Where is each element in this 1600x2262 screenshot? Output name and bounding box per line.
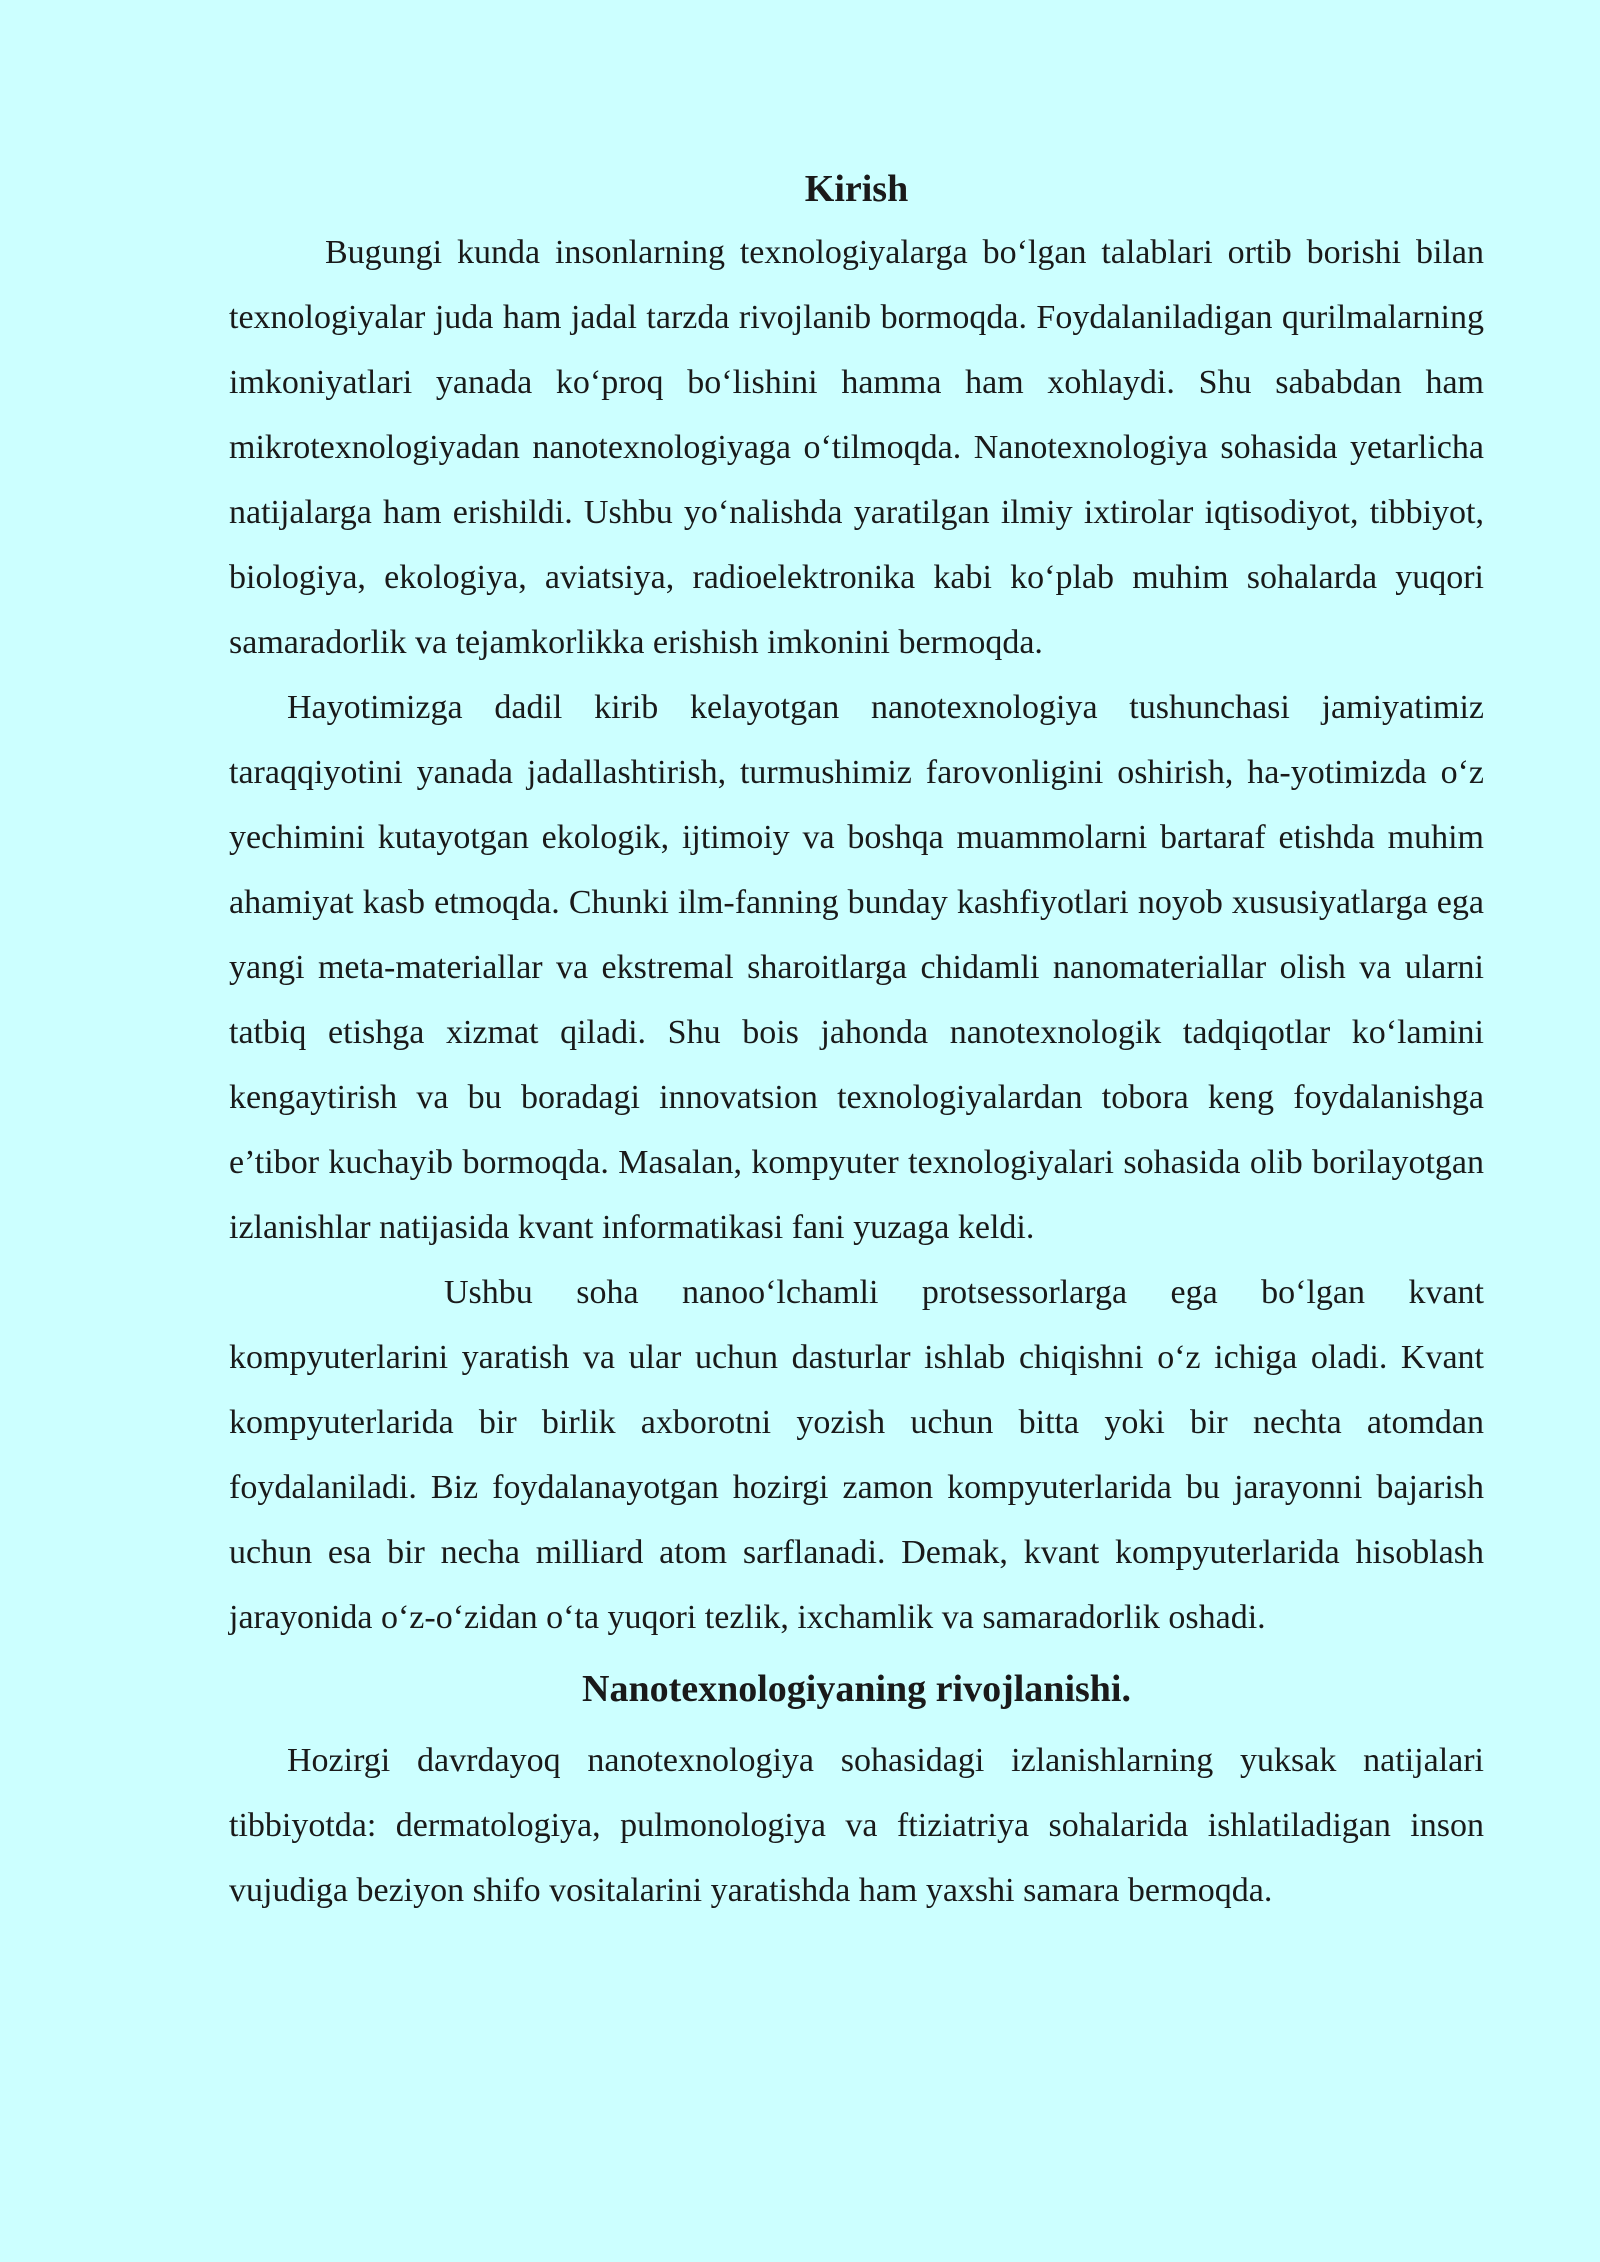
paragraph-nanotech-concept: Hayotimizga dadil kirib kelayotgan nanotexnologiya tushunchasi jamiyatimiz taraqqiyotini yanada jadallashtirish, turmushimiz farovonligini oshirish, ha-yotimizda oʻz yechimini kutayotgan ekologik, ijtimoiy va boshqa muammolarni bartaraf etishda muhim ahamiyat kasb etmoqda. Chunki ilm-fanning bunday kashfiyotlari noyob xususiyatlarga ega yangi meta-materiallar va ekstremal sharoitlarga chidamli nanomateriallar olish va ularni tatbiq etishga xizmat qiladi. Shu bois jahonda nanotexnologik tadqiqotlar koʻlamini kengaytirish va bu boradagi innovatsion texnologiyalardan tobora keng foydalanishga e’tibor kuchayib bormoqda. Masalan, kompyuter texnologiyalari sohasida olib borilayotgan izlanishlar natijasida kvant informatikasi fani yuzaga keldi. [229,689,1484,1246]
paragraph-intro: Bugungi kunda insonlarning texnologiyalarga boʻlgan talablari ortib borishi bilan texnologiyalar juda ham jadal tarzda rivojlanib bormoqda. Foydalaniladigan qurilmalarning imkoniyatlari yanada koʻproq boʻlishini hamma ham xohlaydi. Shu sababdan ham mikrotexnologiyadan nanotexnologiyaga oʻtilmoqda. Nanotexnologiya sohasida yetarlicha natijalarga ham erishildi. Ushbu yoʻnalishda yaratilgan ilmiy ixtirolar iqtisodiyot, tibbiyot, biologiya, ekologiya, aviatsiya, radioelektronika kabi koʻplab muhim sohalarda yuqori samaradorlik va tejamkorlikka erishish imkonini bermoqda. [229,234,1484,661]
paragraph-medicine: Hozirgi davrdayoq nanotexnologiya sohasidagi izlanishlarning yuksak natijalari tibbiyotda: dermatologiya, pulmonologiya va ftiziatriya sohalarida ishlatiladigan inson vujudiga beziyon shifo vositalarini yaratishda ham yaxshi samara bermoqda. [229,1742,1484,1909]
section-heading: Nanotexnologiyaning rivojlanishi. [582,1668,1131,1710]
paragraph-quantum-computers: Ushbu soha nanooʻlchamli protsessorlarga ega boʻlgan kvant kompyuterlarini yaratish va ular uchun dasturlar ishlab chiqishni oʻz ichiga oladi. Kvant kompyuterlarida bir birlik axborotni yozish uchun bitta yoki bir nechta atomdan foydalaniladi. Biz foydalanayotgan hozirgi zamon kompyuterlarida bu jarayonni bajarish uchun esa bir necha milliard atom sarflanadi. Demak, kvant kompyuterlarida hisoblash jarayonida oʻz-oʻzidan oʻta yuqori tezlik, ixchamlik va samaradorlik oshadi. [229,1274,1484,1636]
document-body [229,158,1484,1923]
page-title: Kirish [804,168,909,210]
